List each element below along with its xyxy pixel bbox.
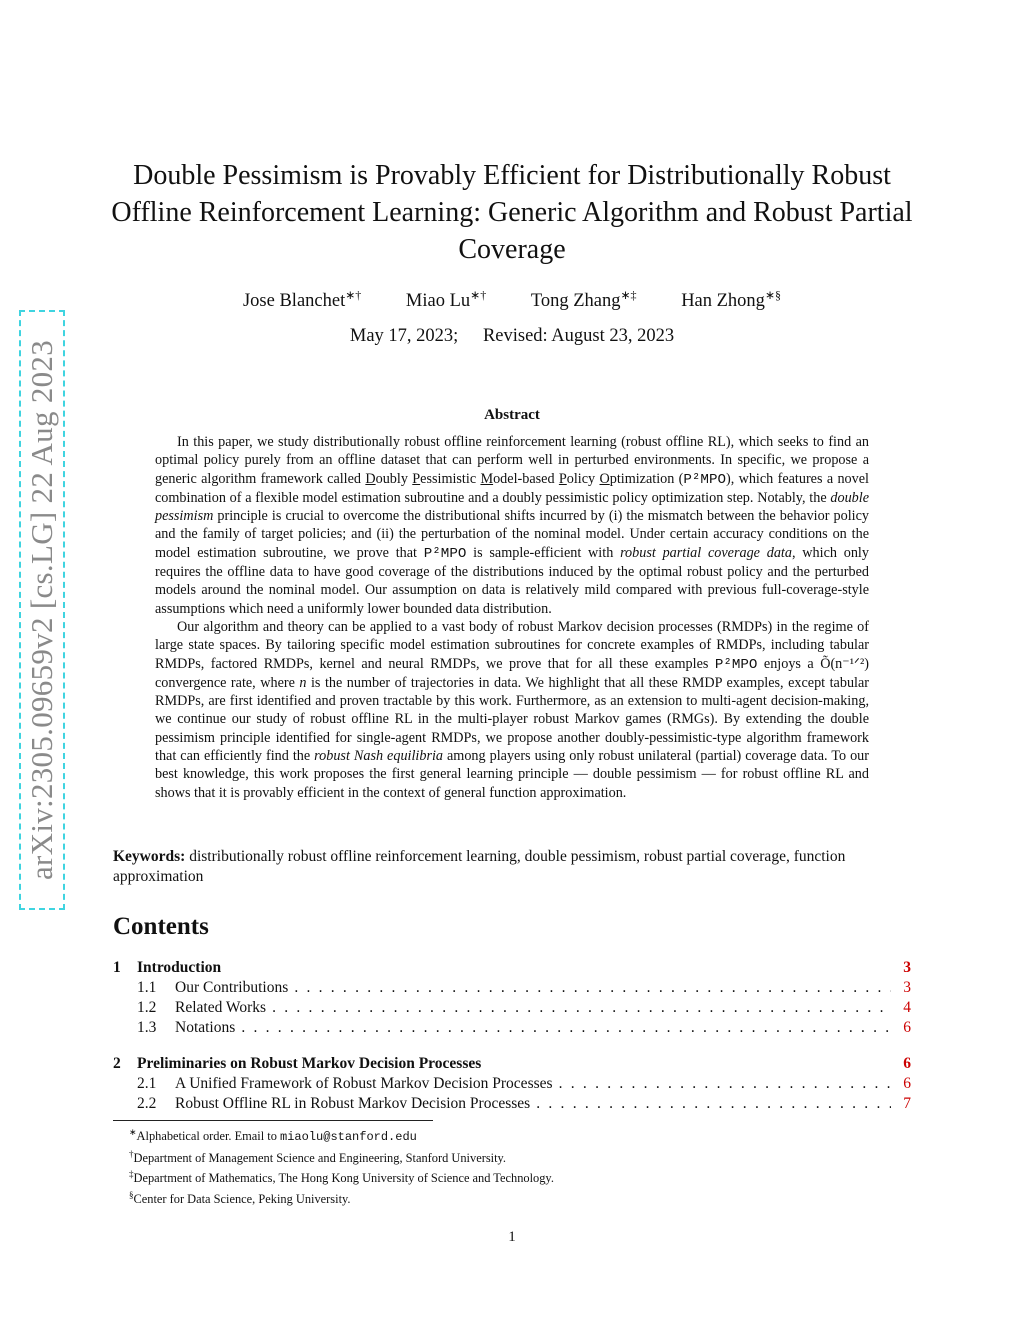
algorithm-name: P²MPO (683, 471, 726, 488)
footnote: ∗Alphabetical order. Email to miaolu@stanford.edu (129, 1127, 417, 1145)
convergence-rate: Õ(n⁻¹ᐟ²) (820, 655, 869, 672)
footnote-divider (113, 1120, 433, 1121)
footnote: †Department of Management Science and Engineering, Stanford University. (129, 1148, 507, 1165)
toc-subsection[interactable]: 1.2 Related Works . . . 4 (113, 998, 911, 1018)
paper-title: Double Pessimism is Provably Efficient for Distributionally Robust Offline Reinforcement Learning: Generic Algorithm and Robust Partial Coverage (111, 160, 913, 265)
arxiv-stamp[interactable] (19, 310, 65, 910)
toc-subsection[interactable]: 1.3 Notations . . . 6 (113, 1018, 911, 1038)
author-list (0, 288, 1024, 312)
toc-page-link[interactable]: 6 (891, 1054, 911, 1074)
author: Han Zhong∗§ (681, 288, 781, 312)
keywords (113, 847, 911, 887)
table-of-contents (113, 958, 911, 1114)
contents-heading: Contents (113, 913, 209, 940)
abstract-heading: Abstract (484, 407, 540, 423)
arxiv-identifier[interactable]: arXiv:2305.09659v2 [cs.LG] 22 Aug 2023 (24, 339, 59, 881)
abstract-paragraph: In this paper, we study distributionally robust offline reinforcement learning (robust offline RL), which seeks to find an optimal policy purely from an offline dataset that can perform well in perturbed environments. In specific, we propose a generic algorithm framework called Doubly Pessimistic Model-based Policy Optimization (P²MPO), which features a novel combination of a flexible model estimation subroutine and a doubly pessimistic policy optimization step. Notably, the double pessimism principle is crucial to overcome the distributional shifts incurred by (i) the mismatch between the behavior policy and the family of target policies; and (ii) the perturbation of the nominal model. Under certain accuracy conditions on the model estimation subroutine, we prove that P²MPO is sample-efficient with robust partial coverage data, which only requires the offline data to have good coverage of the distributions induced by the optimal robust policy and the perturbed models around the nominal model. Our assumption on data is relatively mild compared with previous full-coverage-style assumptions which need a uniformly lower bounded data distribution. (155, 434, 869, 617)
contact-email[interactable]: miaolu@stanford.edu (280, 1130, 417, 1145)
keywords-label: Keywords: (113, 848, 186, 865)
algorithm-name: P²MPO (423, 545, 467, 562)
publication-dates (0, 326, 1024, 347)
toc-section-introduction[interactable]: 1 Introduction 3 (113, 959, 911, 976)
author: Jose Blanchet∗† (242, 288, 362, 312)
algorithm-name: P²MPO (714, 656, 758, 673)
abstract-paragraph: Our algorithm and theory can be applied to a vast body of robust Markov decision processes (RMDPs) in the regime of large state spaces. By tailoring specific model estimation subroutines for concrete examples of RMDPs, including tabular RMDPs, factored RMDPs, kernel and neural RMDPs, we prove that for all these examples P²MPO enjoys a Õ(n⁻¹ᐟ²) convergence rate, where n is the number of trajectories in data. We highlight that all these RMDP examples, except tabular RMDPs, are first identified and proven tractable by this work. Furthermore, as an extension to multi-agent decision-making, we continue our study of robust offline RL in the multi-player robust Markov games (RMGs). By extending the double pessimism principle identified for single-agent RMDPs, we propose another doubly-pessimistic-type algorithm framework that can efficiently find the robust Nash equilibria among players using only robust unilateral (partial) coverage data. To our best knowledge, this work proposes the first general learning principle — double pessimism — for robust offline RL and shows that it is provably efficient in the context of general function approximation. (155, 618, 870, 801)
toc-page-link[interactable]: 6 (891, 1018, 911, 1038)
toc-section-preliminaries[interactable]: 2 Preliminaries on Robust Markov Decision Processes 6 (113, 1055, 911, 1072)
revised-date: Revised: August 23, 2023 (482, 326, 675, 346)
footnote: ‡Department of Mathematics, The Hong Kong University of Science and Technology. (129, 1169, 554, 1186)
abstract-body (155, 433, 869, 802)
toc-subsection[interactable]: 2.1 A Unified Framework of Robust Markov Decision Processes . . . 6 (113, 1074, 911, 1094)
toc-page-link[interactable]: 3 (891, 958, 911, 978)
toc-subsection[interactable]: 2.2 Robust Offline RL in Robust Markov Decision Processes . . . 7 (113, 1094, 911, 1114)
original-date: May 17, 2023; (349, 326, 459, 346)
author: Miao Lu∗† (405, 288, 487, 312)
toc-page-link[interactable]: 7 (891, 1094, 911, 1114)
author: Tong Zhang∗‡ (530, 288, 637, 312)
page-number: 1 (508, 1229, 516, 1245)
keywords-text: distributionally robust offline reinforcement learning, double pessimism, robust partial coverage, function approximation (113, 848, 846, 885)
toc-page-link[interactable]: 6 (891, 1074, 911, 1094)
toc-page-link[interactable]: 4 (891, 998, 911, 1018)
toc-page-link[interactable]: 3 (891, 978, 911, 998)
footnote: §Center for Data Science, Peking University. (129, 1189, 351, 1206)
footnotes (113, 1124, 911, 1208)
toc-subsection[interactable]: 1.1 Our Contributions . . . 3 (113, 978, 911, 998)
